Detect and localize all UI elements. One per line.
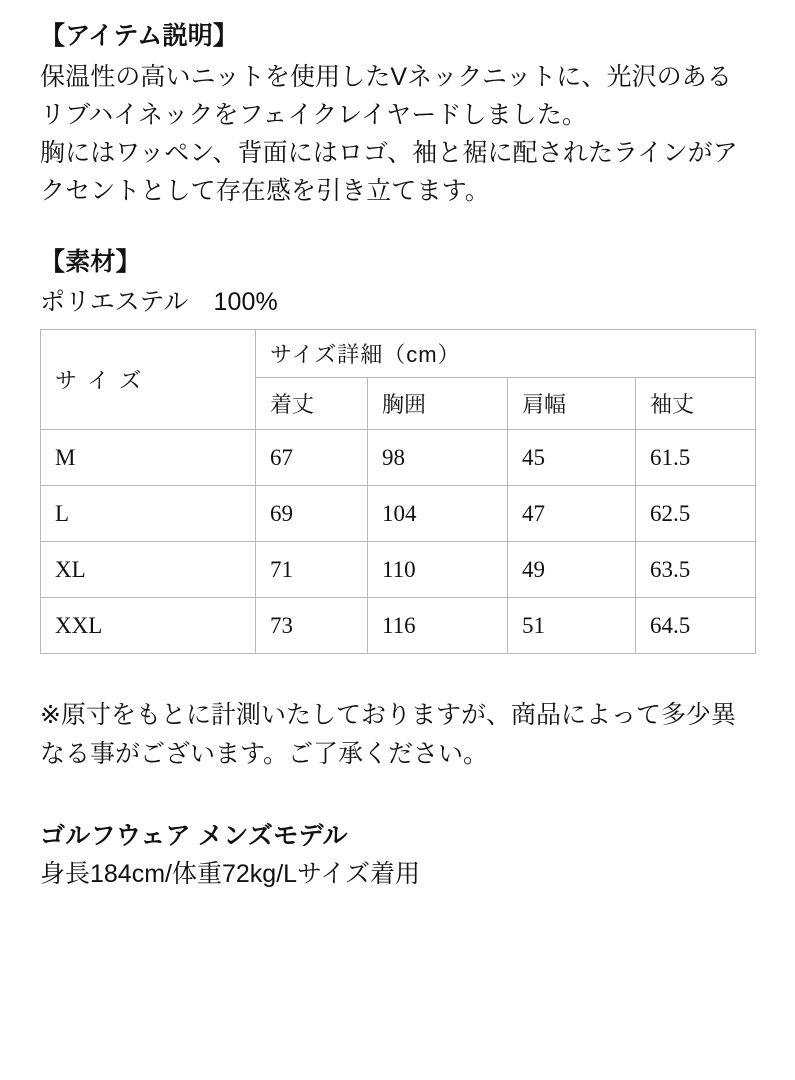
size-table-row-3-value-3: 64.5 (636, 598, 756, 654)
table-row (41, 542, 756, 598)
size-table-row-2-size: XL (41, 542, 256, 598)
model-title: ゴルフウェア メンズモデル (40, 821, 348, 850)
size-table-column-header-3: 袖丈 (636, 378, 756, 430)
size-table-row-3-size: XXL (41, 598, 256, 654)
size-table-row-0-value-0: 67 (256, 430, 368, 486)
size-table-row-3-value-2: 51 (508, 598, 636, 654)
size-table-row-2-value-3: 63.5 (636, 542, 756, 598)
size-table-column-header-0: 着丈 (256, 378, 368, 430)
size-table-row-1-value-3: 62.5 (636, 486, 756, 542)
size-table-row-0-value-3: 61.5 (636, 430, 756, 486)
size-table-column-header-1: 胸囲 (368, 378, 508, 430)
model-spec: 身長184cm/体重72kg/Lサイズ着用 (40, 859, 421, 888)
spacer-after-description (40, 210, 755, 244)
size-table-row-2-value-0: 71 (256, 542, 368, 598)
size-table-row-2-value-2: 49 (508, 542, 636, 598)
item-description-heading: 【アイテム説明】 (40, 22, 239, 50)
item-description-paragraph-2: 胸にはワッペン、背面にはロゴ、袖と裾に配されたラインがアクセントとして存在感を引き立てます。 (40, 138, 738, 205)
size-table-row-0-value-1: 98 (368, 430, 508, 486)
size-table-size-header: サ イ ズ (41, 330, 256, 430)
size-table-column-header-2: 肩幅 (508, 378, 636, 430)
spacer-after-note (40, 774, 755, 816)
size-table-row-0-value-2: 45 (508, 430, 636, 486)
size-table-row-1-value-2: 47 (508, 486, 636, 542)
item-description-section (40, 18, 755, 210)
model-section (40, 816, 755, 890)
size-table-row-1-value-1: 104 (368, 486, 508, 542)
size-table-row-1-value-0: 69 (256, 486, 368, 542)
size-table (40, 329, 756, 654)
item-description-paragraph-1: 保温性の高いニットを使用したVネックニットに、光沢のあるリブハイネックをフェイクレイヤードしました。 (40, 62, 732, 129)
size-table-header-row-1 (41, 330, 756, 378)
size-table-row-0-size: M (41, 430, 256, 486)
size-table-row-3-value-0: 73 (256, 598, 368, 654)
table-row (41, 486, 756, 542)
table-row (41, 430, 756, 486)
table-row (41, 598, 756, 654)
spacer-after-table (40, 654, 755, 696)
measurement-note: ※原寸をもとに計測いたしておりますが、商品によって多少異なる事がございます。ご了承ください。 (40, 701, 736, 768)
material-heading: 【素材】 (40, 247, 141, 276)
material-section (40, 244, 755, 322)
size-table-row-3-value-1: 116 (368, 598, 508, 654)
material-value: ポリエステル 100% (40, 288, 278, 316)
size-table-detail-header: サイズ詳細（cm） (256, 330, 756, 378)
size-table-row-2-value-1: 110 (368, 542, 508, 598)
size-table-row-1-size: L (41, 486, 256, 542)
